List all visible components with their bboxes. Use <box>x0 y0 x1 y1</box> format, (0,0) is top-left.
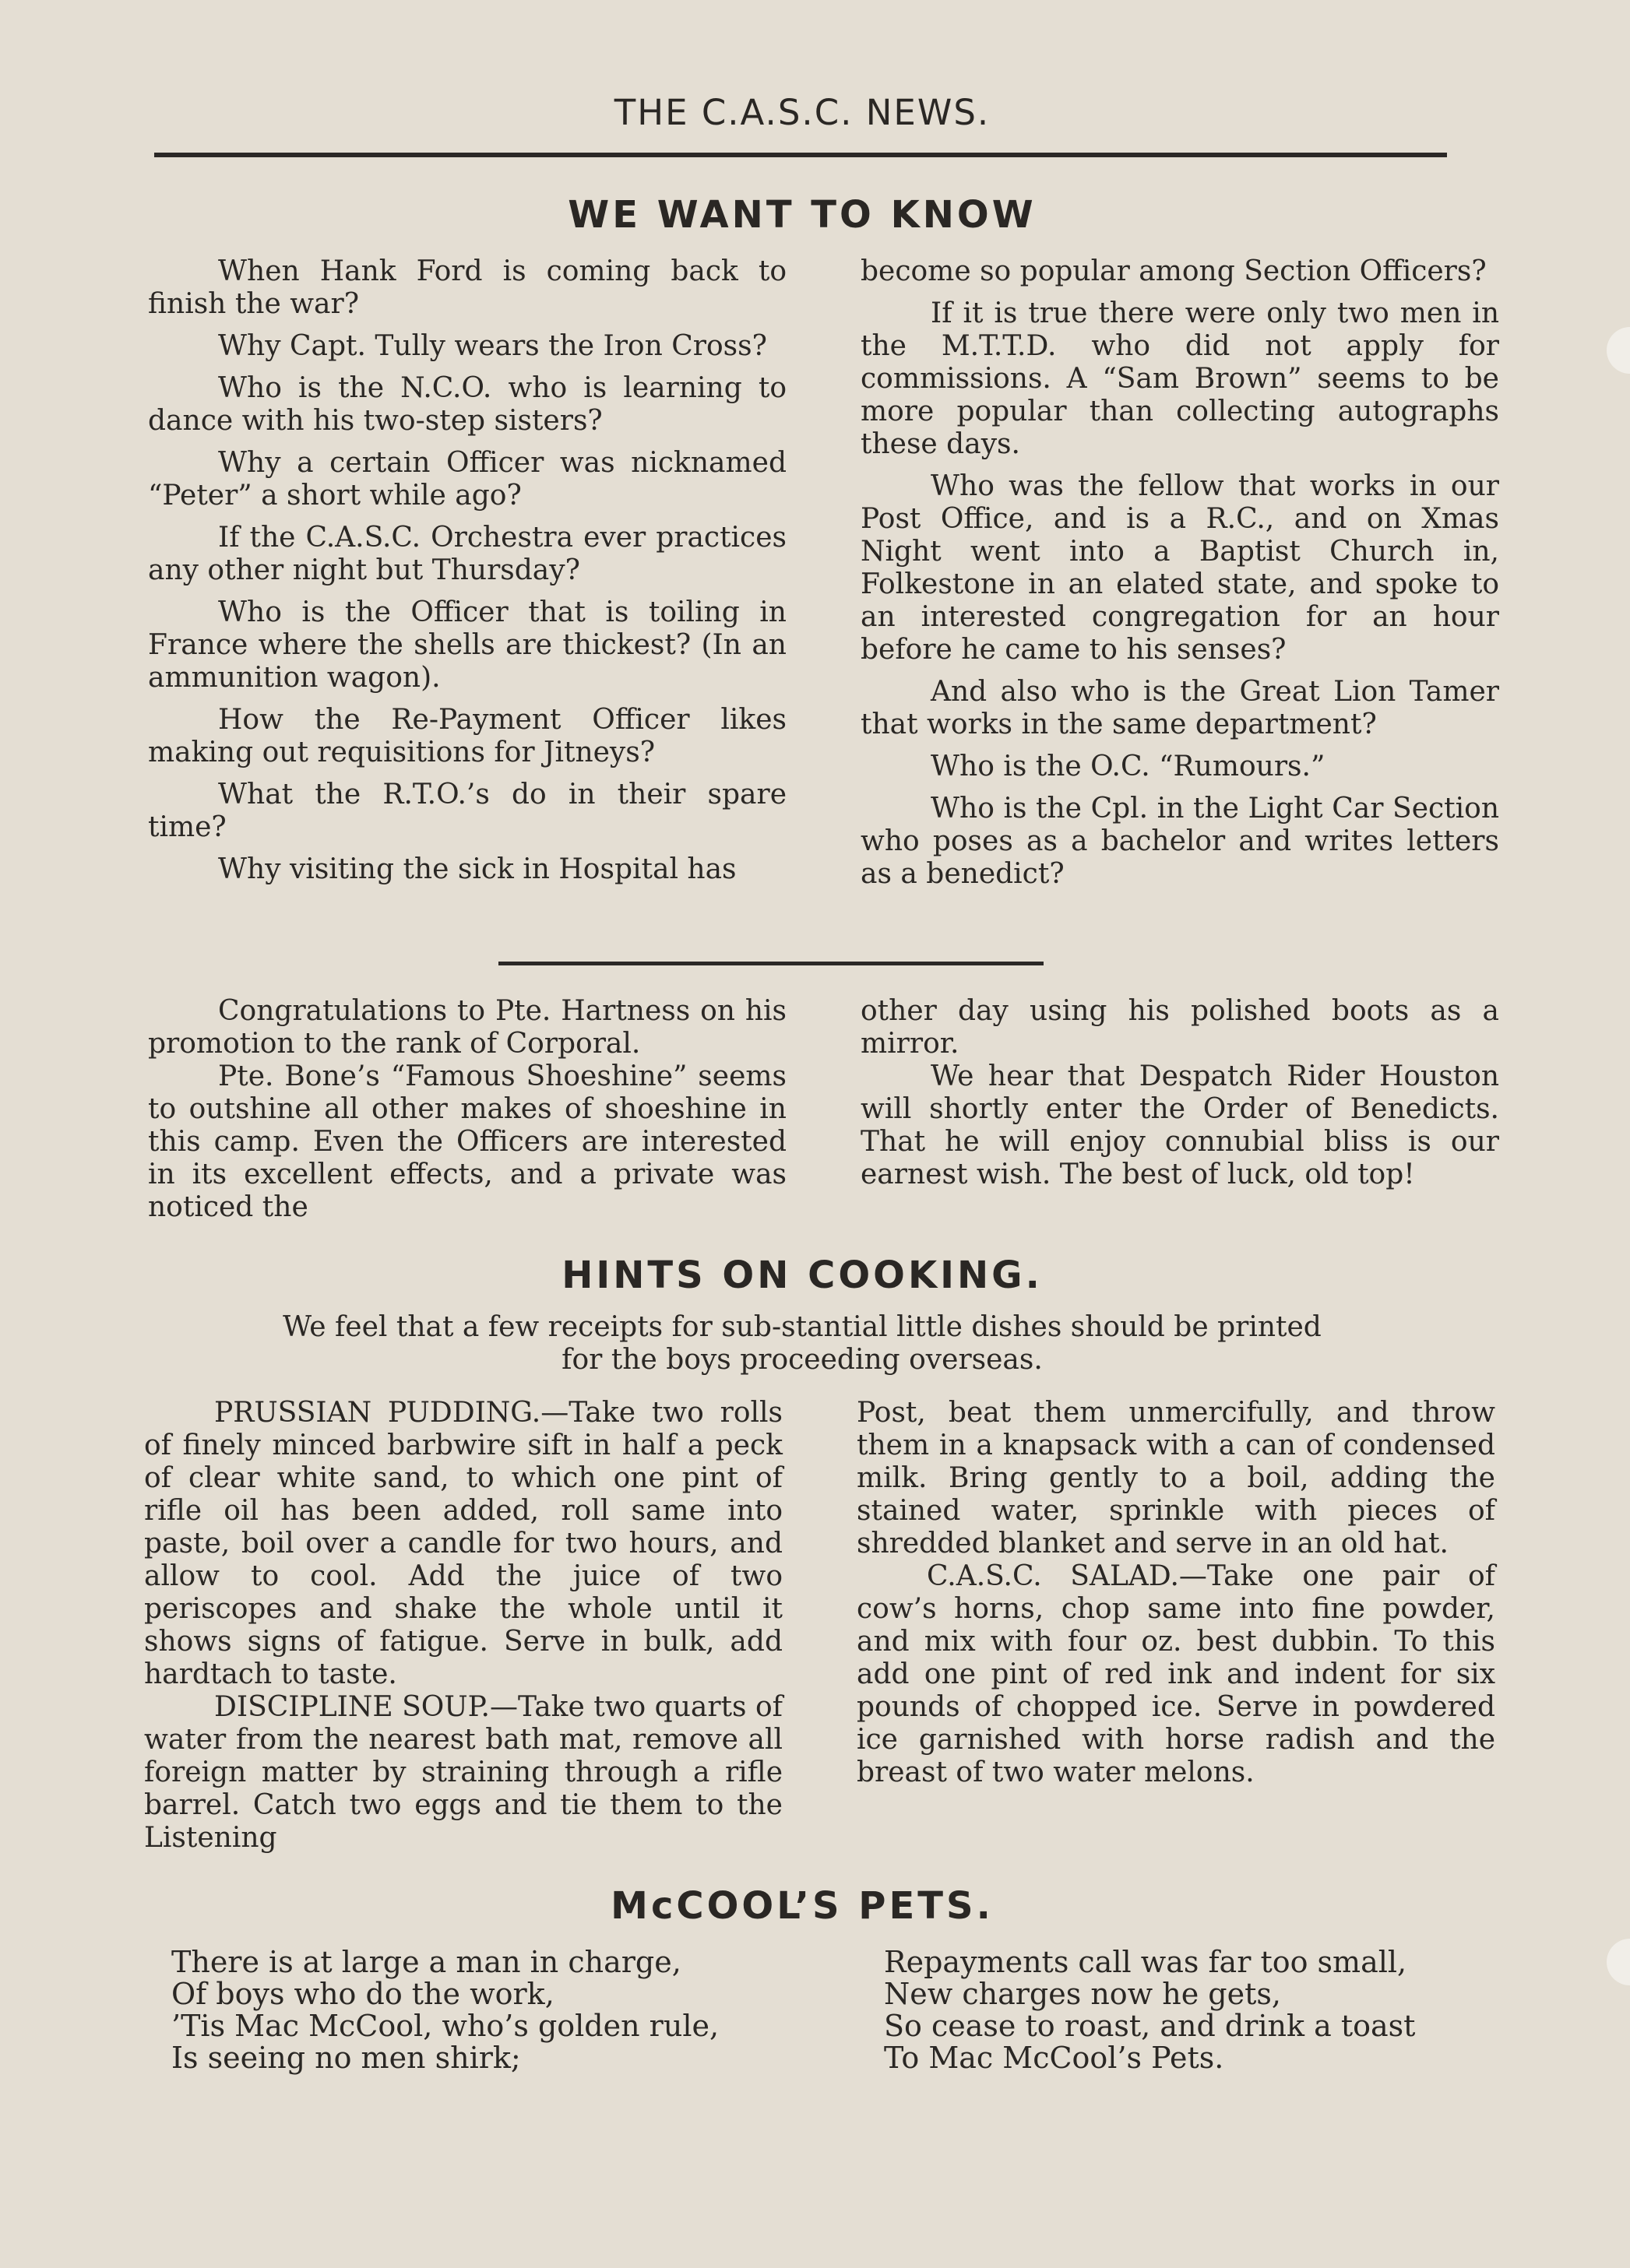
paragraph: Who was the fellow that works in our Post Office, and is a R.C., and on Xmas Night went into a Baptist Church in, Folkestone in an elated state, and spoke to an interested congregation for an hour before he came to his senses? <box>861 470 1499 666</box>
masthead: THE C.A.S.C. NEWS. <box>614 92 991 133</box>
cooking-left-column <box>144 1397 783 1855</box>
paragraph: Who is the Officer that is toiling in France where the shells are thickest? (In an ammunition wagon). <box>148 596 787 694</box>
section-divider <box>498 962 1044 965</box>
cooking-intro <box>156 1311 1449 1377</box>
paragraph: Who is the Cpl. in the Light Car Section who poses as a bachelor and writes letters as a benedict? <box>861 793 1499 890</box>
poem-line: Is seeing no men shirk; <box>171 2041 521 2075</box>
page-edge-mark <box>1607 1939 1630 1985</box>
poem-line: So cease to roast, and drink a toast <box>884 2009 1416 2043</box>
poem-line: Repayments call was far too small, <box>884 1945 1407 1979</box>
notes-left-column <box>148 995 787 1224</box>
intro-line: We feel that a few receipts for sub-stantial little dishes should be printed <box>283 1311 1322 1343</box>
heading-hints-on-cooking: HINTS ON COOKING. <box>562 1254 1043 1297</box>
poem-left-stanza <box>171 1946 794 2074</box>
paragraph: Why Capt. Tully wears the Iron Cross? <box>218 330 767 362</box>
paragraph: And also who is the Great Lion Tamer that works in the same department? <box>861 676 1499 740</box>
paragraph: What the R.T.O.’s do in their spare time? <box>148 779 787 843</box>
poem-right-stanza <box>884 1946 1507 2074</box>
cooking-right-column <box>857 1397 1495 1789</box>
paragraph: If the C.A.S.C. Orchestra ever practices any other night but Thursday? <box>148 522 787 586</box>
paragraph: other day using his polished boots as a mirror. <box>861 995 1499 1060</box>
poem-line: ’Tis Mac McCool, who’s golden rule, <box>171 2009 720 2043</box>
recipe-discipline-soup: DISCIPLINE SOUP.—Take two quarts of water from the nearest bath mat, remove all foreign matter by straining through a rifle barrel. Catch two eggs and tie them to the Listening <box>144 1691 783 1854</box>
poem-line: Of boys who do the work, <box>171 1977 554 2011</box>
paragraph: Pte. Bone’s “Famous Shoeshine” seems to outshine all other makes of shoeshine in this camp. Even the Officers are interested in its excellent effects, and a private was noticed the <box>148 1060 787 1223</box>
page-edge-mark <box>1607 327 1630 374</box>
recipe-casc-salad: C.A.S.C. SALAD.—Take one pair of cow’s horns, chop same into fine powder, and mix with four oz. best dubbin. To this add one pint of red ink and indent for six pounds of chopped ice. Serve in powdered ice garnished with horse radish and the breast of two water melons. <box>857 1560 1495 1788</box>
poem-line: There is at large a man in charge, <box>171 1945 681 1979</box>
paragraph: We hear that Despatch Rider Houston will shortly enter the Order of Benedicts. That he will enjoy connubial bliss is our earnest wish. The best of luck, old top! <box>861 1060 1499 1190</box>
paragraph: Who is the O.C. “Rumours.” <box>931 751 1325 782</box>
we-want-to-know-right-column <box>861 255 1499 900</box>
paragraph: When Hank Ford is coming back to finish the war? <box>148 255 787 320</box>
masthead-rule <box>154 153 1447 157</box>
paragraph: Why a certain Officer was nicknamed “Peter” a short while ago? <box>148 447 787 512</box>
poem-line: To Mac McCool’s Pets. <box>884 2041 1224 2075</box>
heading-we-want-to-know: WE WANT TO KNOW <box>568 193 1037 237</box>
intro-line: for the boys proceeding overseas. <box>562 1344 1043 1376</box>
heading-mccools-pets: McCOOL’S PETS. <box>611 1884 994 1928</box>
paragraph: Post, beat them unmercifully, and throw them in a knapsack with a can of condensed milk. Bring gently to a boil, adding the stained water, sprinkle with pieces of shredded blanket and serve in an old hat. <box>857 1397 1495 1559</box>
paragraph: How the Re-Payment Officer likes making out requisitions for Jitneys? <box>148 704 787 768</box>
we-want-to-know-left-column <box>148 255 787 895</box>
paragraph: Congratulations to Pte. Hartness on his promotion to the rank of Corporal. <box>148 995 787 1060</box>
paragraph: If it is true there were only two men in the M.T.T.D. who did not apply for commissions. A “Sam Brown” seems to be more popular than collecting autographs these days. <box>861 297 1499 460</box>
paragraph: become so popular among Section Officers? <box>861 255 1487 287</box>
notes-right-column <box>861 995 1499 1191</box>
paragraph: Who is the N.C.O. who is learning to dance with his two-step sisters? <box>148 372 787 437</box>
paragraph: Why visiting the sick in Hospital has <box>218 853 737 885</box>
recipe-prussian-pudding: PRUSSIAN PUDDING.—Take two rolls of finely minced barbwire sift in half a peck of clear white sand, to which one pint of rifle oil has been added, roll same into paste, boil over a candle for two hours, and allow to cool. Add the juice of two periscopes and shake the whole until it shows signs of fatigue. Serve in bulk, add hardtach to taste. <box>144 1397 783 1690</box>
poem-line: New charges now he gets, <box>884 1977 1281 2011</box>
